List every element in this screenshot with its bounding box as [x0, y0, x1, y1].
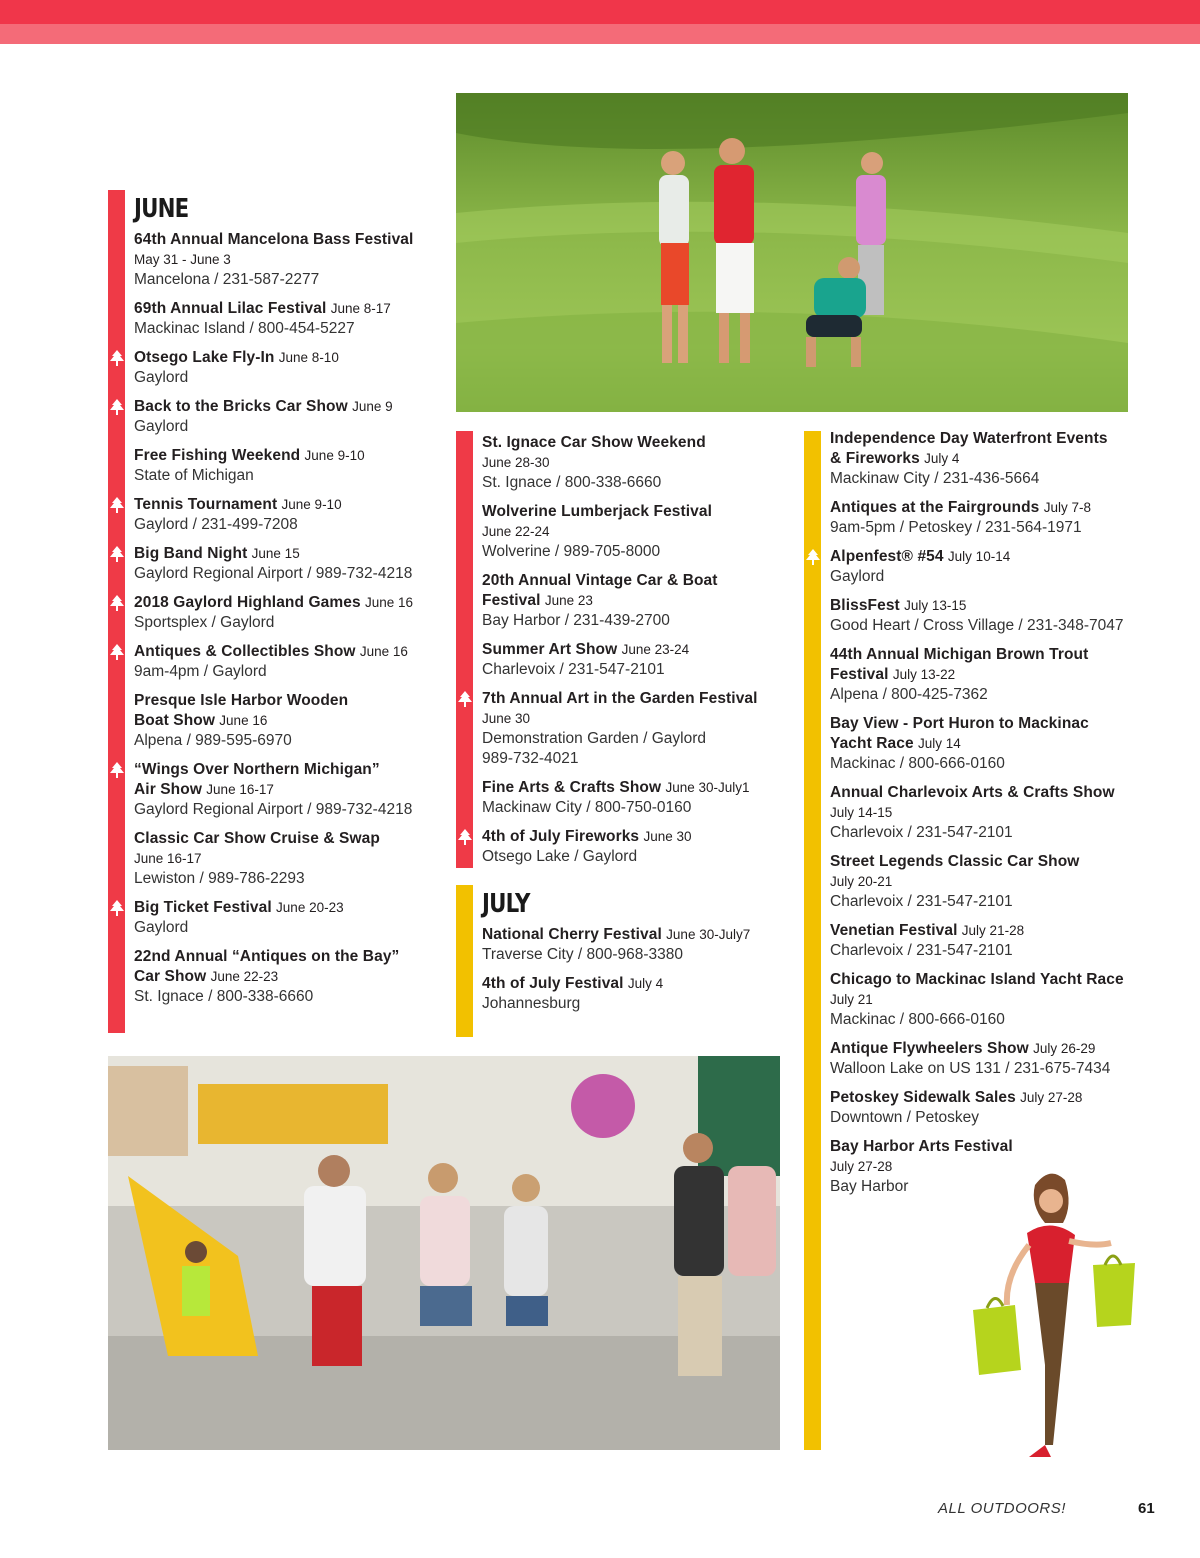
- event-title: Summer Art Show: [482, 641, 618, 658]
- event-location: Gaylord: [830, 568, 885, 585]
- event-item: [482, 502, 786, 562]
- event-date: June 22-23: [210, 969, 279, 984]
- july-column: [456, 885, 786, 1037]
- event-title: Otsego Lake Fly-In: [134, 349, 275, 366]
- footer-publication-name: ALL OUTDOORS!: [938, 1500, 1066, 1517]
- event-item: [830, 498, 1144, 538]
- event-item: [830, 1039, 1144, 1079]
- event-title-line: [134, 898, 438, 918]
- tree-icon: [110, 546, 124, 562]
- event-title-line: [830, 1088, 1144, 1108]
- event-title-line: [830, 449, 1144, 469]
- event-title-line: [482, 433, 786, 453]
- event-location: Charlevoix / 231-547-2101: [830, 824, 1013, 841]
- event-item: [830, 429, 1144, 489]
- event-title-line: [482, 778, 786, 798]
- event-title-line: [482, 689, 786, 709]
- event-title: Festival: [830, 666, 889, 683]
- event-title: Antiques & Collectibles Show: [134, 643, 356, 660]
- event-title-line: [482, 502, 786, 522]
- june-continued-color-bar: [456, 431, 473, 868]
- event-title: 20th Annual Vintage Car & Boat: [482, 572, 718, 589]
- event-date: June 23-24: [621, 642, 690, 657]
- event-title: BlissFest: [830, 597, 900, 614]
- event-location: Demonstration Garden / Gaylord: [482, 730, 706, 747]
- event-title-line: [830, 734, 1144, 754]
- event-title: Festival: [482, 592, 541, 609]
- event-location: Mackinaw City / 800-750-0160: [482, 799, 692, 816]
- event-date: May 31 - June 3: [134, 252, 231, 267]
- event-title: Venetian Festival: [830, 922, 958, 939]
- event-title: Street Legends Classic Car Show: [830, 853, 1080, 870]
- golf-photo-graphic: [456, 93, 1128, 412]
- footer-page-number: 61: [1138, 1500, 1155, 1517]
- event-date: June 28-30: [482, 455, 550, 470]
- event-title-line: [830, 547, 1144, 567]
- event-date: June 23: [544, 593, 593, 608]
- event-location: Bay Harbor / 231-439-2700: [482, 612, 670, 629]
- event-location: Downtown / Petoskey: [830, 1109, 980, 1126]
- event-title-line: [134, 829, 438, 849]
- event-date: July 4: [924, 451, 960, 466]
- event-title-line: [134, 544, 438, 564]
- month-heading-june: JUNE: [134, 194, 189, 224]
- event-title: Antique Flywheelers Show: [830, 1040, 1029, 1057]
- event-location: Mackinac Island / 800-454-5227: [134, 320, 355, 337]
- event-title: 7th Annual Art in the Garden Festival: [482, 690, 758, 707]
- event-location: Gaylord: [134, 418, 189, 435]
- event-item: [134, 230, 438, 290]
- event-title: Chicago to Mackinac Island Yacht Race: [830, 971, 1124, 988]
- tree-icon: [110, 900, 124, 916]
- event-item: [482, 827, 786, 867]
- event-item: [482, 571, 786, 631]
- event-title-line: [134, 691, 438, 711]
- tree-icon: [110, 497, 124, 513]
- event-title-line: [830, 921, 1144, 941]
- tree-icon: [458, 829, 472, 845]
- event-location: Mancelona / 231-587-2277: [134, 271, 320, 288]
- event-title-line: [134, 230, 438, 250]
- event-item: [482, 778, 786, 818]
- event-location: Otsego Lake / Gaylord: [482, 848, 638, 865]
- event-item: [134, 898, 438, 938]
- event-location: Gaylord Regional Airport / 989-732-4218: [134, 801, 413, 818]
- event-date: June 16-17: [206, 782, 274, 797]
- event-date: July 4: [627, 976, 664, 991]
- event-title: Independence Day Waterfront Events: [830, 430, 1108, 447]
- event-date: June 15: [251, 546, 300, 561]
- event-date: June 16: [359, 644, 408, 659]
- event-title-line: [482, 571, 786, 591]
- event-date: June 16: [219, 713, 268, 728]
- event-item: [830, 970, 1144, 1030]
- top-color-band: [0, 0, 1200, 24]
- july-continued-color-bar: [804, 431, 821, 1450]
- event-title-line: [830, 714, 1144, 734]
- event-location: Gaylord: [134, 369, 189, 386]
- event-title: 4th of July Festival: [482, 975, 624, 992]
- event-title: Tennis Tournament: [134, 496, 278, 513]
- event-location: Gaylord Regional Airport / 989-732-4218: [134, 565, 413, 582]
- event-location: 9am-5pm / Petoskey / 231-564-1971: [830, 519, 1082, 536]
- event-date: July 26-29: [1033, 1041, 1096, 1056]
- event-title: Back to the Bricks Car Show: [134, 398, 348, 415]
- event-title: Classic Car Show Cruise & Swap: [134, 830, 380, 847]
- june-continued-list: [482, 433, 786, 876]
- event-title-line: [830, 665, 1144, 685]
- event-item: [134, 593, 438, 633]
- event-location: Good Heart / Cross Village / 231-348-7047: [830, 617, 1124, 634]
- event-title: 2018 Gaylord Highland Games: [134, 594, 361, 611]
- event-title: 64th Annual Mancelona Bass Festival: [134, 231, 414, 248]
- event-date: June 9-10: [304, 448, 365, 463]
- event-title: Antiques at the Fairgrounds: [830, 499, 1040, 516]
- event-location: St. Ignace / 800-338-6660: [134, 988, 314, 1005]
- event-title-line: [830, 852, 1144, 872]
- event-title-line: [830, 645, 1144, 665]
- event-title: Fine Arts & Crafts Show: [482, 779, 662, 796]
- event-title: National Cherry Festival: [482, 926, 662, 943]
- event-title: Big Ticket Festival: [134, 899, 272, 916]
- event-item: [830, 547, 1144, 587]
- event-location: Sportsplex / Gaylord: [134, 614, 275, 631]
- event-list-june-continued: [482, 433, 786, 867]
- event-date: June 30-July7: [666, 927, 751, 942]
- tree-icon: [110, 762, 124, 778]
- event-date: June 9: [352, 399, 393, 414]
- event-item: [134, 947, 438, 1007]
- july-list: [482, 885, 786, 1023]
- month-heading-july: JULY: [482, 889, 530, 919]
- event-title: Free Fishing Weekend: [134, 447, 301, 464]
- event-date: July 13-22: [892, 667, 956, 682]
- event-title-line: [482, 827, 786, 847]
- top-color-band-light: [0, 24, 1200, 44]
- event-date: July 13-15: [904, 598, 967, 613]
- event-item: [134, 446, 438, 486]
- event-title: 69th Annual Lilac Festival: [134, 300, 327, 317]
- event-item: [830, 1088, 1144, 1128]
- event-title: 4th of July Fireworks: [482, 828, 640, 845]
- street-photo-graphic: [108, 1056, 780, 1450]
- event-date: July 27-28: [1020, 1090, 1083, 1105]
- event-title: Air Show: [134, 781, 202, 798]
- event-title-line: [134, 642, 438, 662]
- event-item: [134, 544, 438, 584]
- event-title-line: [482, 974, 786, 994]
- event-title-line: [482, 640, 786, 660]
- event-date: June 20-23: [276, 900, 344, 915]
- event-item: [134, 829, 438, 889]
- tree-icon: [806, 549, 820, 565]
- tree-icon: [458, 691, 472, 707]
- july-color-bar: [456, 885, 473, 1037]
- event-item: [482, 689, 786, 769]
- event-location: Gaylord / 231-499-7208: [134, 516, 298, 533]
- event-title: St. Ignace Car Show Weekend: [482, 434, 706, 451]
- event-title: Yacht Race: [830, 735, 914, 752]
- event-title-line: [134, 760, 438, 780]
- event-title: “Wings Over Northern Michigan”: [134, 761, 380, 778]
- event-date: July 14: [918, 736, 961, 751]
- event-title: Bay View - Port Huron to Mackinac: [830, 715, 1089, 732]
- event-title-line: [134, 446, 438, 466]
- event-title-line: [134, 348, 438, 368]
- event-date: June 8-10: [278, 350, 339, 365]
- event-title: Alpenfest® #54: [830, 548, 944, 565]
- event-date: July 20-21: [830, 874, 893, 889]
- event-date: July 10-14: [947, 549, 1011, 564]
- event-title-line: [830, 1137, 1144, 1157]
- event-location: Traverse City / 800-968-3380: [482, 946, 684, 963]
- june-column: [108, 190, 438, 1033]
- event-title-line: [134, 780, 438, 800]
- event-title: Boat Show: [134, 712, 215, 729]
- event-title: Petoskey Sidewalk Sales: [830, 1089, 1016, 1106]
- event-location: Charlevoix / 231-547-2101: [830, 893, 1013, 910]
- tree-icon: [110, 595, 124, 611]
- event-title: Car Show: [134, 968, 207, 985]
- event-date: June 16-17: [134, 851, 202, 866]
- event-title-line: [134, 947, 438, 967]
- event-date: July 21-28: [961, 923, 1025, 938]
- event-list-july-continued: [830, 429, 1144, 1197]
- event-date: July 14-15: [830, 805, 893, 820]
- event-title: Presque Isle Harbor Wooden: [134, 692, 349, 709]
- event-title: Bay Harbor Arts Festival: [830, 1138, 1013, 1155]
- july-continued-list: [830, 429, 1144, 1206]
- event-item: [830, 921, 1144, 961]
- event-date: June 9-10: [281, 497, 342, 512]
- event-list-july: [482, 925, 786, 1014]
- event-item: [482, 433, 786, 493]
- event-title-line: [830, 970, 1144, 990]
- event-date: July 21: [830, 992, 873, 1007]
- event-date: June 30-July1: [665, 780, 750, 795]
- shopper-graphic: [965, 1165, 1145, 1465]
- event-location: Charlevoix / 231-547-2101: [830, 942, 1013, 959]
- event-location: Walloon Lake on US 131 / 231-675-7434: [830, 1060, 1111, 1077]
- street-festival-photo: [108, 1056, 780, 1450]
- event-title-line: [830, 498, 1144, 518]
- shopper-illustration: [965, 1165, 1145, 1465]
- event-location: St. Ignace / 800-338-6660: [482, 474, 662, 491]
- tree-icon: [110, 350, 124, 366]
- event-item: [134, 691, 438, 751]
- event-date: July 27-28: [830, 1159, 893, 1174]
- event-title-line: [134, 593, 438, 613]
- event-title: Big Band Night: [134, 545, 248, 562]
- event-location: Wolverine / 989-705-8000: [482, 543, 661, 560]
- event-location: State of Michigan: [134, 467, 254, 484]
- event-location: Alpena / 800-425-7362: [830, 686, 988, 703]
- event-date: June 30: [482, 711, 531, 726]
- event-item: [830, 645, 1144, 705]
- event-list-june: [134, 230, 438, 1007]
- event-item: [482, 925, 786, 965]
- event-title-line: [134, 299, 438, 319]
- event-item: [482, 974, 786, 1014]
- event-location: Mackinaw City / 231-436-5664: [830, 470, 1040, 487]
- event-title: 22nd Annual “Antiques on the Bay”: [134, 948, 400, 965]
- event-item: [134, 495, 438, 535]
- event-location: Bay Harbor: [830, 1178, 909, 1195]
- tree-icon: [110, 399, 124, 415]
- event-title: Wolverine Lumberjack Festival: [482, 503, 713, 520]
- event-title-line: [830, 429, 1144, 449]
- event-location: Alpena / 989-595-6970: [134, 732, 292, 749]
- event-title: & Fireworks: [830, 450, 920, 467]
- event-item: [482, 640, 786, 680]
- golf-course-photo: [456, 93, 1128, 412]
- event-title-line: [830, 596, 1144, 616]
- event-title: Annual Charlevoix Arts & Crafts Show: [830, 784, 1115, 801]
- event-date: June 30: [643, 829, 692, 844]
- event-title: 44th Annual Michigan Brown Trout: [830, 646, 1089, 663]
- event-date: June 22-24: [482, 524, 550, 539]
- event-date: July 7-8: [1043, 500, 1091, 515]
- event-location: Gaylord: [134, 919, 189, 936]
- event-date: June 16: [364, 595, 414, 610]
- event-title-line: [134, 711, 438, 731]
- event-item: [134, 642, 438, 682]
- event-item: [830, 714, 1144, 774]
- event-title-line: [134, 967, 438, 987]
- tree-icon: [110, 644, 124, 660]
- event-item: [830, 783, 1144, 843]
- event-location: Mackinac / 800-666-0160: [830, 1011, 1005, 1028]
- june-continued-column: [456, 431, 786, 868]
- event-location: 989-732-4021: [482, 750, 579, 767]
- event-item: [830, 852, 1144, 912]
- event-location: Charlevoix / 231-547-2101: [482, 661, 665, 678]
- event-item: [830, 596, 1144, 636]
- event-item: [134, 348, 438, 388]
- event-location: 9am-4pm / Gaylord: [134, 663, 267, 680]
- event-location: Mackinac / 800-666-0160: [830, 755, 1005, 772]
- event-location: Johannesburg: [482, 995, 581, 1012]
- event-title-line: [482, 591, 786, 611]
- june-list: [134, 190, 438, 1016]
- event-title-line: [482, 925, 786, 945]
- event-date: June 8-17: [330, 301, 391, 316]
- event-item: [134, 397, 438, 437]
- event-title-line: [134, 397, 438, 417]
- event-title-line: [830, 783, 1144, 803]
- event-title-line: [134, 495, 438, 515]
- event-location: Lewiston / 989-786-2293: [134, 870, 305, 887]
- event-item: [134, 299, 438, 339]
- event-title-line: [830, 1039, 1144, 1059]
- event-item: [134, 760, 438, 820]
